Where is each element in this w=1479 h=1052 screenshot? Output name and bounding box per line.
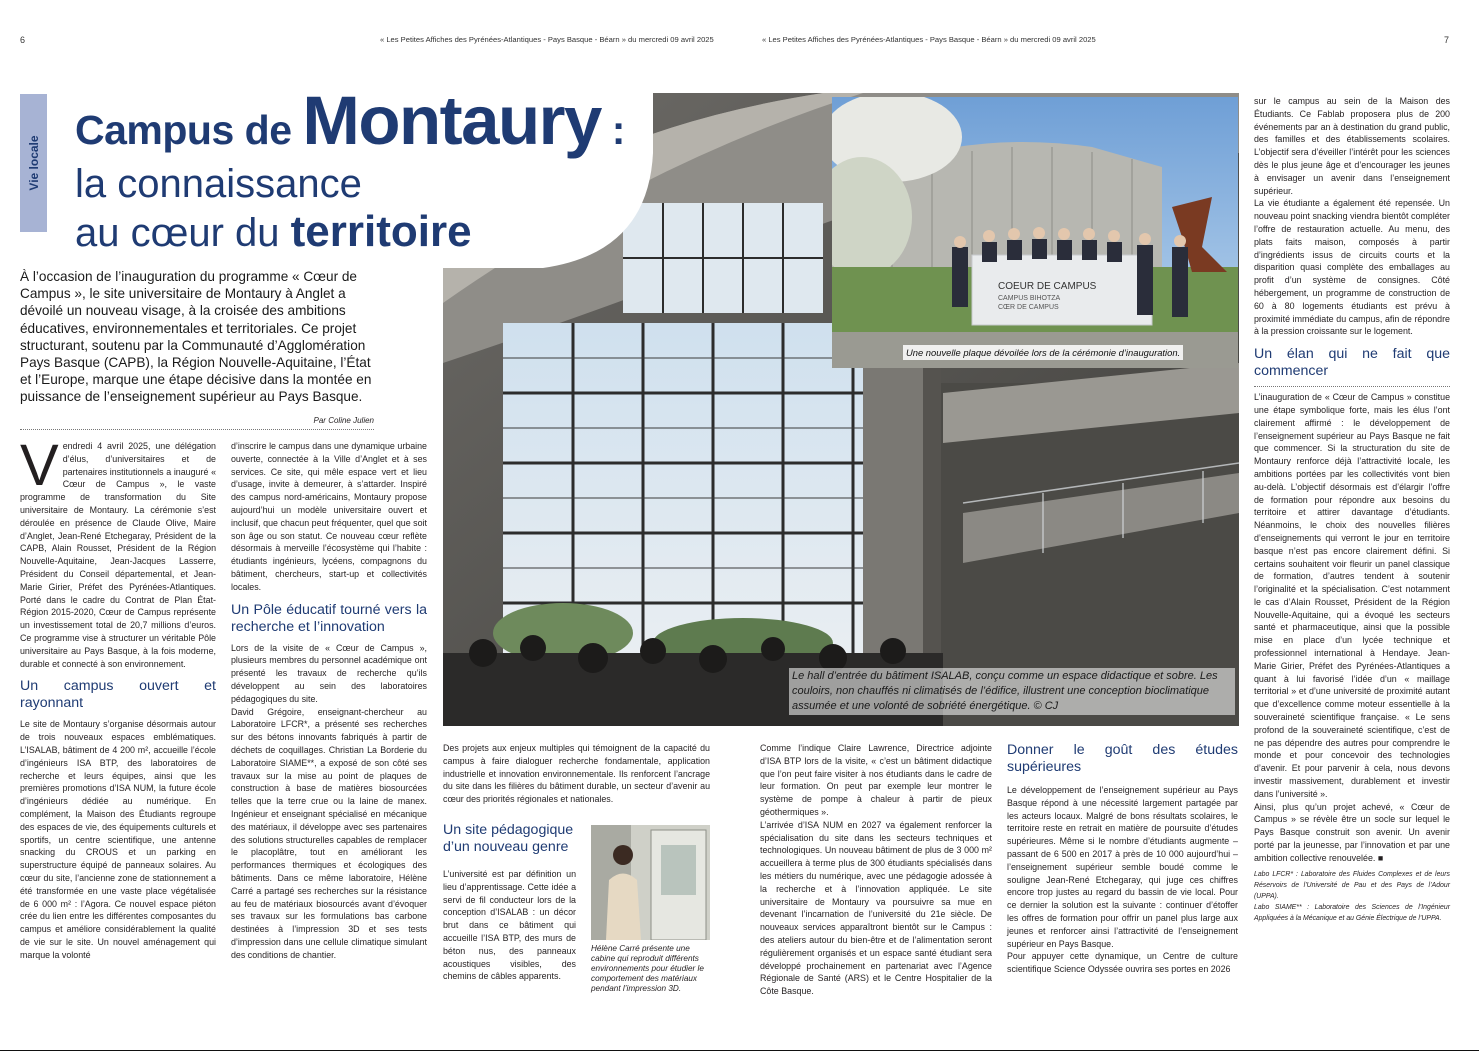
sign-line-3: CŒR DE CAMPUS [998,304,1059,311]
col2-paragraph-3: David Grégoire, enseignant-chercheur au Laboratoire LFCR*, a présenté ses recherches sur des bétons innovants fabriqués à partir de déchets de coquillages. Christian La Borderie du Laboratoire SIAME**, a exposé de son côté ses travaux sur la mise au point de plaques de construction à base de matières biosourcées telles que la terre crue ou la laine de manex. Ingénieur et enseignant spécialisé en mécanique des matériaux, il développe avec ses partenaires des solutions structurelles capables de remplacer le placoplâtre, tout en améliorant les performances thermiques et écologiques des bâtiments. Dans ce même laboratoire, Hélène Carré a partagé ses recherches sur la résistance au feu de matériaux biosourcés avant d’évoquer ses travaux sur les formulations bas carbone destinées à l’impression 3D et ses tests d’impression dans une cellule climatique simulant des conditions de chantier. [231,706,427,960]
column-1 [20,433,216,961]
col2-paragraph-2: Lors de la visite de « Cœur de Campus », plusieurs membres du personnel académique ont présenté les travaux de recherche qu’ils développent au sein des laboratoires pédagogiques du site. [231,642,427,704]
subheading-elan: Un élan qui ne fait que commencer [1254,346,1450,380]
column-2 [231,440,427,961]
col4-paragraph-1: Comme l’indique Claire Lawrence, Directrice adjointe d’ISA BTP lors de la visite, « c’est un bâtiment didactique que l’on peut faire visiter à nos étudiants dans le cadre de leur formation. On peut par exemple leur montrer le système de pompe à chaleur à partir de pieux géothermiques ». [760,743,992,817]
mask-corner [443,266,444,267]
byline-rule [20,429,374,430]
page-number-left: 6 [20,35,26,45]
col2-paragraph-1: d’inscrire le campus dans une dynamique urbaine ouverte, connectée à la Ville d’Anglet et à ses services. Ce site, qui mêle espace vert et lieu d’usage, invite à demeurer, à s’attarder. Inspiré des campus nord-américains, Montaury propose aujourd’hui un modèle universitaire ouvert et inclusif, que chacun peut fréquenter, quel que soit son âge ou son statut. Ce nouveau cœur reflète désormais à merveille l’écosystème qui l’habite : étudiants ingénieurs, lycéens, compagnons du bâtiment, chercheurs, start-up et collectivités locales. [231,441,427,592]
column-3-bottom [443,868,576,983]
col6-paragraph-1: sur le campus au sein de la Maison des Étudiants. Ce Fablab proposera plus de 200 événements par an à destination du grand public, des familles et des établissements scolaires. L’objectif sera d’éveiller l’intérêt pour les sciences dès le plus jeune âge et d’encourager les jeunes à envisager un avenir dans l’enseignement supérieur. [1254,96,1450,196]
col1-paragraph-1: endredi 4 avril 2025, une délégation d’élus, d’universitaires et de partenaires institutionnels a inauguré « Cœur de Campus », le vaste programme de transformation du Site universitaire de Montaury. La cérémonie s’est déroulée en présence de Claude Olive, Maire d’Anglet, Jean-René Etchegaray, Président de la CAPB, Alain Rousset, Président de la Région Nouvelle-Aquitaine, Jean-Jacques Lasserre, Président du Conseil départemental, et Jean-Marie Girier, Préfet des Pyrénées-Atlantiques. Porté dans le cadre du Contrat de Plan État-Région 2015-2020, Cœur de Campus représente un investissement total de 20,7 millions d’euros. Ce programme vise à structurer un véritable Pôle universitaire au Pays Basque, à la fois moderne, durable et connecté à son environnement. [20,441,216,669]
column-6 [1254,95,1450,924]
subheading-donner-le-gout: Donner le goût des études supérieures [1007,742,1238,775]
col4-paragraph-2: L’arrivée d’ISA NUM en 2027 va également renforcer la spécialisation du site dans les secteurs techniques et technologiques. Un nouveau bâtiment de plus de 3 000 m² accueillera à terme plus de 300 étudiants spécialisés dans les métiers du numérique, avec une pédagogie adossée à la recherche et à l’innovation appliquée. Le site universitaire de Montaury va poursuivre sa mue en devenant l’incarnation de l’université du 21e siècle. De nouveaux services apparaîtront bientôt sur le Campus : des ateliers autour du bien-être et de l’alimentation seront régulièrement organisés et un espace santé étudiant sera développé prochainement en partenariat avec l’Agence Régionale de Santé (ARS) et le Centre Hospitalier de la Côte Basque. [760,819,992,997]
column-5 [1007,742,1238,976]
footnote-siame: Labo SIAME** : Laboratoire des Sciences de l’Ingénieur Appliquées à la Mécanique et au Génie Électrique de l’UPPA. [1254,903,1450,922]
headline-au-coeur-du: au cœur du [75,211,291,255]
headline-montaury: Montaury [302,82,601,159]
lab-cabin-photo [591,825,710,940]
headline-line1 [75,82,625,159]
headline-territoire: territoire [290,207,472,256]
lead-paragraph: À l’occasion de l’inauguration du programme « Cœur de Campus », le site universitaire de Montaury à Anglet a dévoilé un nouveau visage, à la croisée des ambitions éducatives, environnementales et territoriales. Ce projet structurant, soutenu par la Communauté d’Agglomération Pays Basque (CAPB), la Région Nouvelle-Aquitaine, l’État et l’Europe, marque une étape décisive dans la montée en puissance de l’enseignement supérieur au Pays Basque. [20,269,372,405]
page-number-right: 7 [1444,35,1450,45]
col6-paragraph-2: La vie étudiante a également été repensée. Un nouveau point snacking viendra bientôt compléter l’offre de restauration actuelle. Au menu, des plats faits maison, composés à partir d’ingrédients issus de circuits courts et la disparition quasi complète des emballages au profit d’un système de consignes. Côté hébergement, un programme de construction de 60 à 80 logements étudiants est prévu à proximité immédiate du campus, afin de répondre à la pression croissante sur le logement. [1254,198,1450,337]
running-head-left: « Les Petites Affiches des Pyrénées-Atlantiques - Pays Basque - Béarn » du mercredi 09 avril 2025 [380,35,714,44]
column-3-top [443,742,710,806]
hall-photo-caption: Le hall d’entrée du bâtiment ISALAB, conçu comme un espace didactique et sobre. Les couloirs, non chauffés ni climatisés de l’édifice, illustrent une conception bioclimatique assumée et une volonté de sobriété énergétique. © CJ [789,668,1235,715]
col6-paragraph-4: Ainsi, plus qu’un projet achevé, « Cœur de Campus » se révèle être un socle sur lequel le Pays Basque construit son avenir. Un avenir porté par la jeunesse, par l’innovation et par une ambition collective renouvelée. ■ [1254,801,1450,863]
subheading-rule [1254,386,1450,387]
lab-cabin-caption: Hélène Carré présente une cabine qui reproduit différents environnements pour étudier le comportement des matériaux pendant l’impression 3D. [591,944,704,993]
headline-campus-de: Campus de [75,107,303,153]
headline-line2: la connaissance [75,162,362,206]
column-4 [760,742,992,998]
col5-paragraph-2: Pour appuyer cette dynamique, un Centre de culture scientifique Science Odyssée ouvrira ses portes en 2026 [1007,951,1238,975]
subheading-campus-ouvert: Un campus ouvert et rayonnant [20,678,216,712]
sign-line-2: CAMPUS BIHOTZA [998,295,1061,302]
ceremony-photo [832,97,1238,368]
col5-paragraph-1: Le développement de l’enseignement supérieur au Pays Basque répond à une nécessité largement partagée par les acteurs locaux. Malgré de bons résultats scolaires, le territoire reste en retrait en matière de poursuite d’études supérieures. Même si le nombre d’étudiants augmente – passant de 6 500 en 2017 à près de 10 000 aujourd’hui – l’enseignement supérieur semble boudé comme le souligne Jean-René Etchegaray, qui juge ces chiffres encore trop justes au regard du bassin de vie local. Pour ce dernier la solution est la suivante : continuer d’étoffer les offres de formation pour offrir un panel plus large aux jeunes et renforcer ainsi l’attractivité de l’enseignement supérieur en Pays Basque. [1007,785,1238,949]
col1-paragraph-2: Le site de Montaury s’organise désormais autour de trois nouveaux espaces emblématiques. L’ISALAB, bâtiment de 4 200 m², accueille l’école d’ingénieurs ISA BTP, des laboratoires de recherche et leurs équipes, ainsi que les premières promotions d’ISA NUM, la future école d’ingénieurs dédiée au numérique. En complément, la Maison des Étudiants regroupe des espaces de vie, des équipements culturels et sportifs, un centre scientifique, une antenne snacking du CROUS et un parking en superstructure équipé de panneaux solaires. Au cœur du site, l’ancienne zone de stationnement a été transformée en une vaste place végétalisée de 6 000 m² : l’Agora. Ce nouvel espace piéton crée du lien entre les différentes composantes du campus et améliore considérablement la qualité de vie sur le site. Un nouvel aménagement qui marque la volonté [20,719,216,960]
byline: Par Coline Julien [313,416,374,425]
subheading-pole-educatif: Un Pôle éducatif tourné vers la recherche et l’innovation [231,601,427,635]
ceremony-photo-caption: Une nouvelle plaque dévoilée lors de la cérémonie d’inauguration. [903,345,1183,360]
subheading-site-pedagogique: Un site pédagogique d’un nouveau genre [443,822,574,855]
drop-cap: V [20,433,59,498]
bottom-rule [0,1050,1479,1051]
footnote-lfcr: Labo LFCR* : Laboratoire des Fluides Complexes et de leurs Réservoirs de l’Université de Pau et des Pays de l’Adour (UPPA). [1254,870,1450,900]
section-tag-label: Vie locale [26,135,41,191]
running-head-right: « Les Petites Affiches des Pyrénées-Atlantiques - Pays Basque - Béarn » du mercredi 09 avril 2025 [762,35,1096,44]
col6-paragraph-3: L’inauguration de « Cœur de Campus » constitue une étape symbolique forte, mais les élus l’ont clairement affirmé : le développement de l’enseignement supérieur au Pays Basque ne fait que commencer. Si la structuration du site de Montaury renforce déjà l’attractivité locale, les ambitions portées par les collectivités vont bien au-delà. L’objectif désormais est d’élargir l’offre de formation pour répondre aux besoins du territoire et attirer davantage d’étudiants. Néanmoins, le choix des nouvelles filières d’enseignements qui verront le jour en territoire basque n’est pas encore clairement défini. Si certains souhaitent voir fleurir un panel classique de formation, d’autres tendent à soutenir l’originalité et la spécialisation. C’est notamment le cas d’Alain Rousset, Président de la Région Nouvelle-Aquitaine, qui a évoqué les secteurs santé et pharmaceutique, ainsi que la possible mise en place d’un lycée technique et professionnel international à Hendaye. Jean-Marie Girier, Préfet des Pyrénées-Atlantiques a quant à lui favorisé l’idée d’un « maillage territorial » et d’une université de proximité autant que d’excellence comme moteur essentielle à la souveraineté scientifique française. « Le sens profond de la souveraineté scientifique, c’est de ne pas dépendre des autres pour comprendre le monde et pour concevoir des technologies d’avenir. Et pour parvenir à cela, nous devons investir massivement, durablement et investir dans l’université ». [1254,392,1450,799]
col3-paragraph-2: L’université est par définition un lieu d’apprentissage. Cette idée a servi de fil conducteur lors de la conception d’ISALAB : un décor brut dans ce bâtiment qui accueille l’ISA BTP, des murs de béton nus, des panneaux acoustiques visibles, des chemins de câbles apparents. [443,869,576,982]
sign-line-1: COEUR DE CAMPUS [998,281,1097,292]
headline-line3 [75,207,472,256]
section-tag [20,94,47,232]
col3-paragraph-1: Des projets aux enjeux multiples qui témoignent de la capacité du campus à faire dialoguer recherche fondamentale, application industrielle et innovation environnementale. Ils renforcent l’ancrage du site dans les filières du bâtiment durable, un secteur d’avenir au cœur des priorités régionales et nationales. [443,743,710,805]
headline-colon: : [600,107,625,153]
